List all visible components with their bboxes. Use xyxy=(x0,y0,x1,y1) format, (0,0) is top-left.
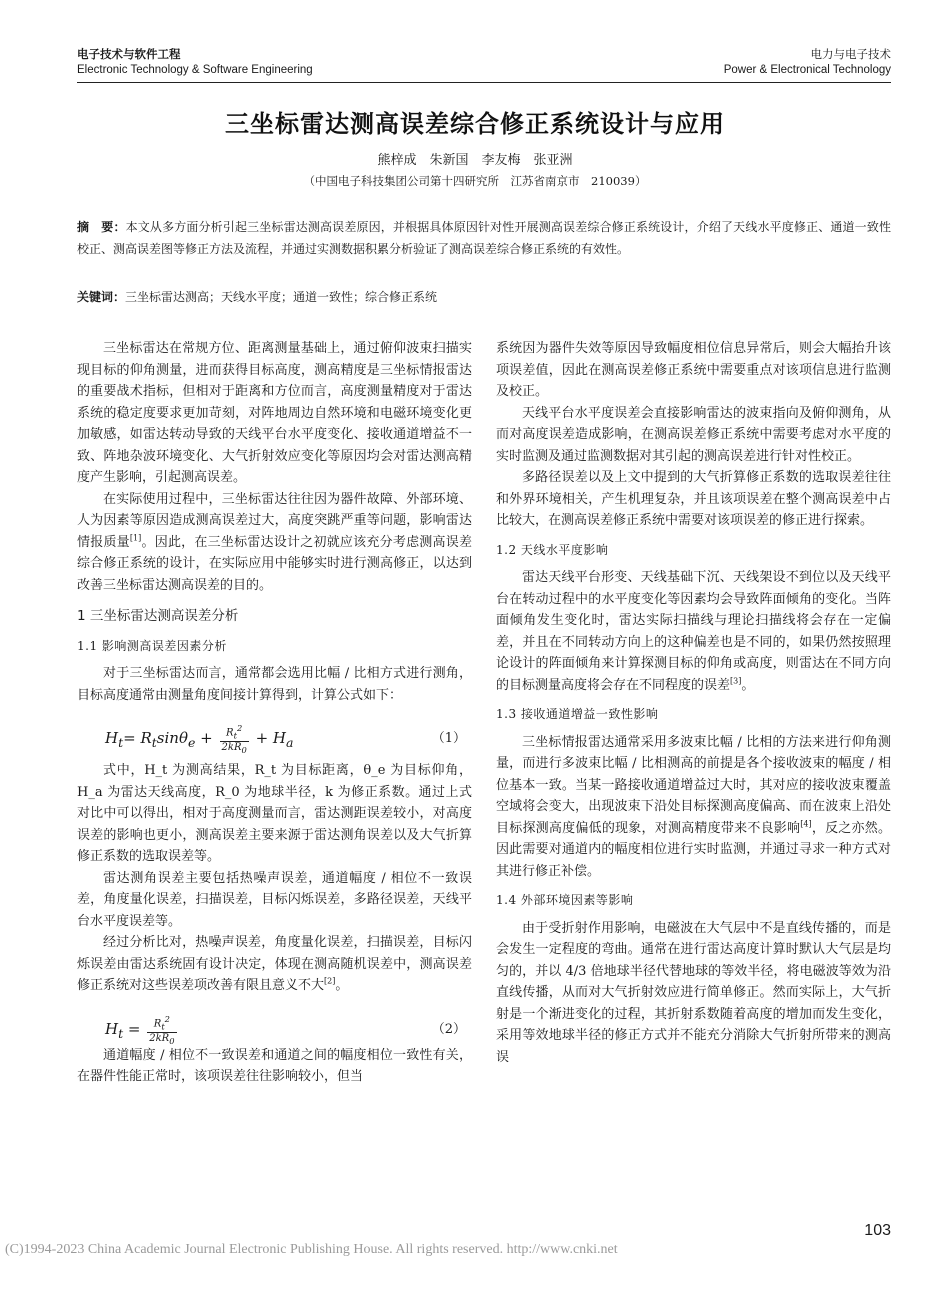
subsection-heading: 1.4 外部环境因素等影响 xyxy=(496,893,634,907)
running-header-right xyxy=(724,48,891,78)
fraction: $\frac{R_t^2}{2kR_0}$ xyxy=(149,1013,175,1046)
keywords-text: 三坐标雷达测高；天线水平度；通道一致性；综合修正系统 xyxy=(125,290,438,304)
paragraph: 雷达天线平台形变、天线基础下沉、天线架设不到位以及天线平台在转动过程中的水平度变化等因素均会导致阵面倾角的变化。当阵面倾角发生变化时，雷达实际扫描线与理论扫描线将会存在一定偏差，并且在不同转动方向上的这种偏差也是不同的，如果仍然按照理论设计的阵面倾角来计算探测目标的仰角或高度，则雷达在不同方向的目标测量高度将会存在不同程度的误差[3]。 xyxy=(496,570,891,693)
paragraph: 式中，H_t 为测高结果，R_t 为目标距离，θ_e 为目标仰角，H_a 为雷达天线高度，R_0 为地球半径，k 为修正系数。通过上式对比中可以得出，相对于高度测量而言，雷达测距误差较小，对高度误差的影响也更小，测高误差主要来源于雷达测角误差以及大气折算修正系数的选取误差等。 xyxy=(77,763,472,864)
abstract xyxy=(77,216,891,260)
citation: [1] xyxy=(129,533,142,543)
equation-1-formula: $H_t= R_t\sin\theta_e$ + $\frac{R_t^2}{2kR_0}$ + $H_a$ xyxy=(105,723,294,756)
paragraph: 雷达测角误差主要包括热噪声误差，通道幅度 / 相位不一致误差，角度量化误差，扫描误差，目标闪烁误差，多路径误差，天线平台水平度误差等。 xyxy=(77,870,472,929)
paragraph: 对于三坐标雷达而言，通常都会选用比幅 / 比相方式进行测角，目标高度通常由测量角度间接计算得到，计算公式如下： xyxy=(77,666,472,703)
left-column xyxy=(77,338,472,1088)
paragraph: 三坐标雷达在常规方位、距离测量基础上，通过俯仰波束扫描实现目标的仰角测量，进而获得目标高度，测高精度是三坐标情报雷达的重要战术指标，但相对于距离和方位而言，高度测量精度对于雷达系统的稳定度要求更加苛刻，对阵地周边自然环境和电磁环境变化更加敏感，如雷达转动导致的天线平台水平度变化、接收通道增益不一致、阵地杂波环境变化、大气折射效应变化等原因均会对雷达测高精度产生影响，引起测高误差。 xyxy=(77,341,472,485)
paragraph: 多路径误差以及上文中提到的大气折算修正系数的选取误差往往和外界环境相关，产生机理复杂，并且该项误差在整个测高误差中占比较大，在测高误差修正系统中需要对该项误差的修正进行探索。 xyxy=(496,470,891,528)
equation-number: （2） xyxy=(431,1021,466,1037)
header-rule xyxy=(77,82,891,83)
abstract-text: 本文从多方面分析引起三坐标雷达测高误差原因，并根据具体原因针对性开展测高误差综合修正系统设计，介绍了天线水平度修正、通道一致性校正、测高误差图等修正方法及流程，并通过实测数据积累分析验证了测高误差综合修正系统的有效性。 xyxy=(77,220,891,256)
paragraph: 三坐标情报雷达通常采用多波束比幅 / 比相的方法来进行仰角测量，而进行多波束比幅 / 比相测高的前提是各个接收波束的幅度 / 相位基本一致。当某一路接收通道增益过大时，其对应的接收波束覆盖空域将会变大，出现波束下沿处目标探测高度偏高、而在波束上沿处目标探测高度偏低的现象，对测高精度带来不良影响[4]，反之亦然。因此需要对通道内的幅度相位进行实时监测，并通过寻求一种方式对其进行修正补偿。 xyxy=(496,734,891,879)
subsection-heading: 1.3 接收通道增益一致性影响 xyxy=(496,707,659,721)
journal-name-en: Electronic Technology & Software Engineering xyxy=(77,64,313,76)
abstract-label: 摘 要： xyxy=(77,220,126,234)
equation-2-formula: $H_t$ = $\frac{R_t^2}{2kR_0}$ xyxy=(105,1013,175,1046)
keywords xyxy=(77,286,891,308)
authors: 熊梓成 朱新国 李友梅 张亚洲 xyxy=(377,153,573,168)
citation: [3] xyxy=(730,676,742,686)
paragraph: 通道幅度 / 相位不一致误差和通道之间的幅度相位一致性有关，在器件性能正常时，该项误差往往影响较小，但当 xyxy=(77,1047,472,1084)
equation-2 xyxy=(77,1001,472,1046)
section-name-cn: 电力与电子技术 xyxy=(810,49,891,61)
keywords-label: 关键词： xyxy=(77,290,126,304)
subsection-heading: 1.1 影响测高误差因素分析 xyxy=(77,638,227,653)
right-column xyxy=(496,338,891,1068)
section-heading: 1 三坐标雷达测高误差分析 xyxy=(77,608,239,624)
section-name-en: Power & Electronical Technology xyxy=(723,64,891,76)
subsection-heading: 1.2 天线水平度影响 xyxy=(496,542,609,557)
page-number: 103 xyxy=(864,1222,891,1239)
running-header-left xyxy=(77,48,313,78)
equation-1 xyxy=(77,710,472,756)
fraction: $\frac{R_t^2}{2kR_0}$ xyxy=(221,723,247,756)
journal-name-cn: 电子技术与软件工程 xyxy=(77,49,181,61)
paragraph: 经过分析比对，热噪声误差，角度量化误差，扫描误差，目标闪烁误差由雷达系统固有设计决定，体现在测高随机误差中，测高误差修正系统对这些误差项改善有限且意义不大[2]。 xyxy=(77,935,472,993)
paragraph: 在实际使用过程中，三坐标雷达往往因为器件故障、外部环境、人为因素等原因造成测高误差过大，高度突跳严重等问题，影响雷达情报质量[1]。因此，在三坐标雷达设计之初就应该充分考虑测高误差综合修正系统的设计，在实际应用中能够实时进行测高修正，以达到改善三坐标雷达测高误差的目的。 xyxy=(77,491,472,593)
copyright-footer: (C)1994-2023 China Academic Journal Electronic Publishing House. All rights reserved. http://www.cnki.net xyxy=(5,1242,618,1257)
citation: [2] xyxy=(324,976,336,986)
paper-title: 三坐标雷达测高误差综合修正系统设计与应用 xyxy=(225,110,725,138)
paragraph: 天线平台水平度误差会直接影响雷达的波束指向及俯仰测角，从而对高度误差造成影响，在测高误差修正系统中需要考虑对水平度的实时监测及通过监测数据对其引起的测高误差进行针对性校正。 xyxy=(496,405,891,464)
paragraph: 系统因为器件失效等原因导致幅度相位信息异常后，则会大幅抬升该项误差值，因此在测高误差修正系统中需要重点对该项信息进行监测及校正。 xyxy=(496,341,891,399)
equation-number: （1） xyxy=(431,731,466,746)
citation: [4] xyxy=(800,819,812,829)
affiliation: （中国电子科技集团公司第十四研究所 江苏省南京市 210039） xyxy=(303,174,647,188)
paragraph: 由于受折射作用影响，电磁波在大气层中不是直线传播的，而是会发生一定程度的弯曲。通常在进行雷达高度计算时默认大气层是均匀的，并以 4/3 倍地球半径代替地球的等效半径，将电磁波等效为沿直线传播，从而对大气折射效应进行简单修正。然而实际上，大气折射是一个渐进变化的过程，其折射系数随着高度的增加而发生变化，采用等效地球半径的修正方式并不能充分消除大气折射所带来的测高误 xyxy=(496,920,891,1065)
